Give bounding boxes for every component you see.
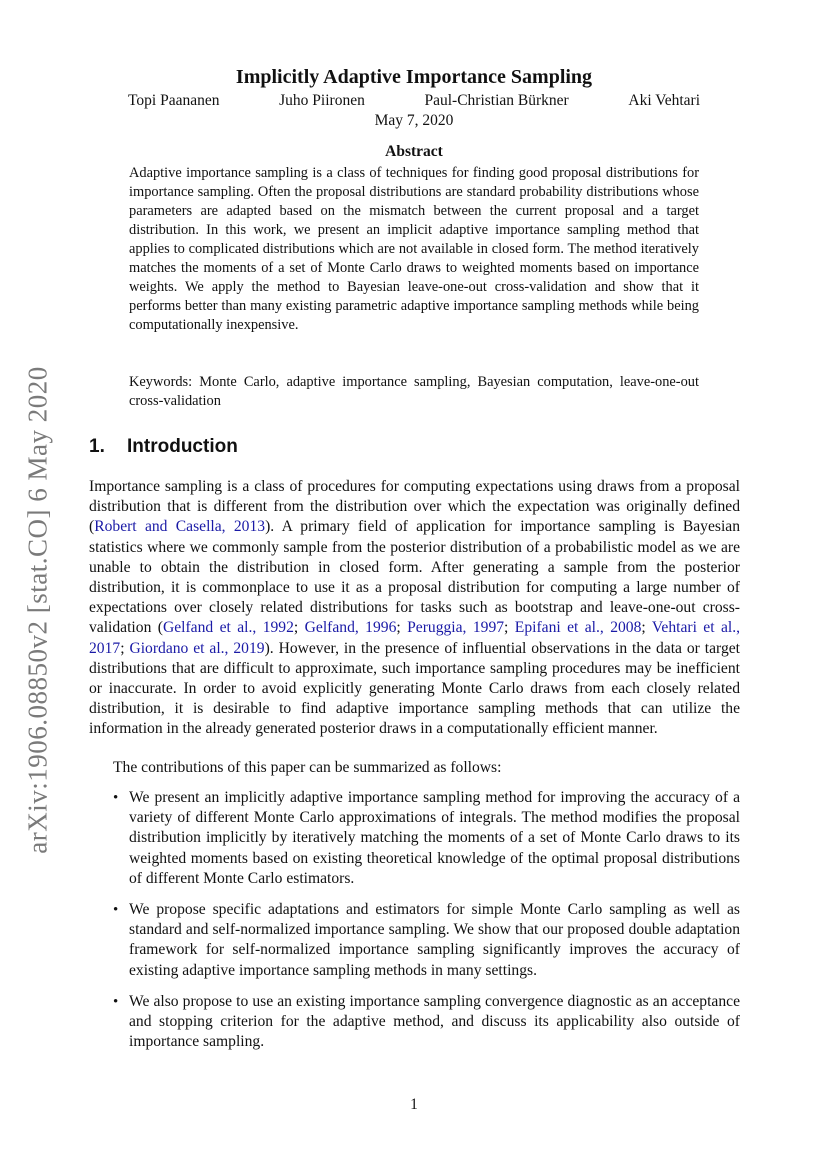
intro-text: Importance sampling is a class of procedures for computing expectations using draws from a proposal distribution that is different from the distribution over which the expectation was originally defined (: [89, 478, 740, 536]
page-number: 1: [410, 1096, 418, 1113]
arxiv-sidebar: [18, 360, 58, 860]
contribution-list: [89, 788, 740, 1063]
section-heading: [89, 436, 238, 458]
list-item: [89, 992, 740, 1053]
bullet-icon: •: [113, 790, 119, 806]
abstract-text: Adaptive importance sampling is a class of techniques for finding good proposal distributions for importance sampling. Often the proposal distributions are standard probability distributions whose parameters are adapted based on the mismatch between the current proposal and a target distribution. In this work, we present an implicit adaptive importance sampling method that applies to complicated distributions which are not available in closed form. The method iteratively matches the moments of a set of Monte Carlo draws to weighted moments based on importance weights. We apply the method to Bayesian leave-one-out cross-validation and show that it performs better than many existing parametric adaptive importance sampling methods while being computationally inexpensive.: [129, 165, 699, 333]
author-name: Paul-Christian Bürkner: [424, 92, 569, 109]
citation-link[interactable]: Giordano et al., 2019: [129, 639, 265, 657]
citation-separator: ;: [293, 619, 305, 637]
paper-title: Implicitly Adaptive Importance Sampling: [235, 66, 593, 88]
citation-separator: ;: [120, 639, 130, 657]
intro-text: ). However, in the presence of influential observations in the data or target distributions that are difficult to approximate, such importance sampling procedures may be inefficient or inaccurate. In order to avoid explicitly generating Monte Carlo draws from each closely related distribution, it is desirable to find adaptive importance sampling methods that can utilize the information in the already generated posterior draws in a computationally efficient manner.: [89, 639, 740, 738]
bullet-icon: •: [113, 902, 119, 919]
citation-link[interactable]: Epifani et al., 2008: [514, 619, 642, 637]
list-item-text: We propose specific adaptations and estimators for simple Monte Carlo sampling as well as standard and self-normalized importance sampling. We show that our proposed double adaptation framework for self-normalized importance sampling significantly improves the accuracy of existing adaptive importance sampling methods in many settings.: [129, 901, 740, 979]
author-name: Aki Vehtari: [628, 92, 700, 109]
citation-link[interactable]: Robert and Casella, 2013: [94, 518, 266, 536]
author-list: [128, 92, 700, 110]
intro-text: ). A primary field of application for importance sampling is Bayesian statistics where we commonly sample from the posterior distribution of a probabilistic model as we are unable to obtain the distribution in closed form. After generating a sample from the posterior distribution, it is commonplace to use it as a proposal distribution for computing a large number of expectations over closely related distributions for tasks such as bootstrap and leave-one-out cross-validation (: [89, 518, 740, 637]
citation-separator: ;: [396, 619, 408, 637]
citation-link[interactable]: Gelfand, 1996: [304, 619, 397, 637]
section-number: 1.: [89, 436, 105, 457]
citation-link[interactable]: Gelfand et al., 1992: [162, 619, 294, 637]
bullet-icon: •: [113, 993, 119, 1010]
author-name: Topi Paananen: [128, 92, 220, 109]
abstract-heading: Abstract: [385, 143, 443, 160]
citation-separator: ;: [641, 619, 652, 637]
keywords: Keywords: Monte Carlo, adaptive importance sampling, Bayesian computation, leave-one-out cross-validation: [129, 374, 699, 409]
contributions-intro: The contributions of this paper can be summarized as follows:: [113, 759, 502, 776]
list-item-text: We present an implicitly adaptive importance sampling method for improving the accuracy of a variety of different Monte Carlo approximations of integrals. The method modifies the proposal distribution implicitly by iteratively matching the moments of a set of Monte Carlo draws to its weighted moments based on existing theoretical knowledge of the optimal proposal distributions of different Monte Carlo estimators.: [129, 789, 740, 887]
intro-paragraph: [89, 477, 740, 740]
paper-date: May 7, 2020: [374, 112, 454, 129]
citation-separator: ;: [504, 619, 515, 637]
list-item: [89, 900, 740, 981]
section-title: Introduction: [127, 436, 238, 457]
citation-link[interactable]: Vehtari et al., 2017: [89, 619, 741, 657]
list-item: [89, 788, 740, 889]
list-item-text: We also propose to use an existing importance sampling convergence diagnostic as an acceptance and stopping criterion for the adaptive method, and discuss its applicability also outside of importance sampling.: [129, 992, 740, 1051]
arxiv-identifier: arXiv:1906.08850v2 [stat.CO] 6 May 2020: [22, 366, 53, 854]
citation-link[interactable]: Peruggia, 1997: [407, 619, 505, 637]
author-name: Juho Piironen: [279, 92, 365, 109]
